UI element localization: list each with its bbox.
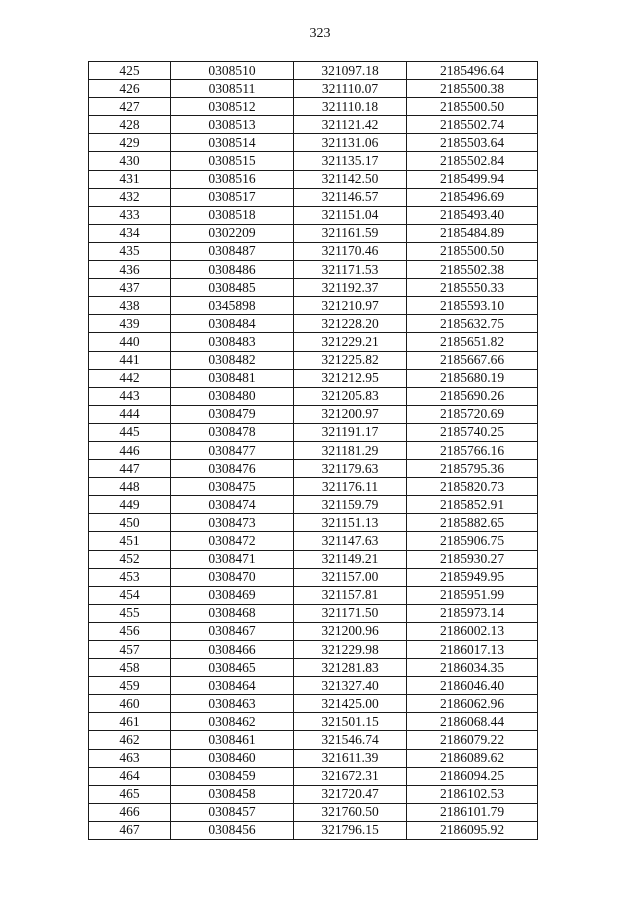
table-row [89,351,538,369]
row-number-cell: 452 [89,550,171,568]
row-number-cell: 458 [89,659,171,677]
y-coordinate-cell: 2185500.38 [407,80,538,98]
point-id-cell: 0308468 [171,604,294,622]
table-row [89,550,538,568]
x-coordinate-cell: 321171.50 [294,604,407,622]
row-number-cell: 454 [89,586,171,604]
row-number-cell: 460 [89,695,171,713]
x-coordinate-cell: 321159.79 [294,496,407,514]
point-id-cell: 0308466 [171,641,294,659]
point-id-cell: 0308510 [171,62,294,80]
row-number-cell: 439 [89,315,171,333]
y-coordinate-cell: 2185973.14 [407,604,538,622]
x-coordinate-cell: 321131.06 [294,134,407,152]
y-coordinate-cell: 2185951.99 [407,586,538,604]
x-coordinate-cell: 321672.31 [294,767,407,785]
x-coordinate-cell: 321121.42 [294,116,407,134]
x-coordinate-cell: 321210.97 [294,297,407,315]
table-row [89,206,538,224]
row-number-cell: 446 [89,441,171,459]
row-number-cell: 434 [89,224,171,242]
point-id-cell: 0308481 [171,369,294,387]
x-coordinate-cell: 321110.07 [294,80,407,98]
y-coordinate-cell: 2185820.73 [407,478,538,496]
y-coordinate-cell: 2185667.66 [407,351,538,369]
coordinates-table-wrapper [88,61,538,840]
table-row [89,568,538,586]
point-id-cell: 0308458 [171,785,294,803]
y-coordinate-cell: 2186079.22 [407,731,538,749]
table-row [89,460,538,478]
table-row [89,387,538,405]
point-id-cell: 0308456 [171,821,294,839]
table-row [89,749,538,767]
x-coordinate-cell: 321097.18 [294,62,407,80]
x-coordinate-cell: 321228.20 [294,315,407,333]
table-row [89,152,538,170]
row-number-cell: 463 [89,749,171,767]
table-row [89,423,538,441]
y-coordinate-cell: 2185496.69 [407,188,538,206]
y-coordinate-cell: 2185930.27 [407,550,538,568]
point-id-cell: 0308515 [171,152,294,170]
row-number-cell: 453 [89,568,171,586]
y-coordinate-cell: 2185882.65 [407,514,538,532]
y-coordinate-cell: 2186089.62 [407,749,538,767]
x-coordinate-cell: 321176.11 [294,478,407,496]
table-row [89,767,538,785]
y-coordinate-cell: 2186095.92 [407,821,538,839]
x-coordinate-cell: 321161.59 [294,224,407,242]
point-id-cell: 0308469 [171,586,294,604]
x-coordinate-cell: 321170.46 [294,242,407,260]
point-id-cell: 0308465 [171,659,294,677]
row-number-cell: 456 [89,622,171,640]
y-coordinate-cell: 2185499.94 [407,170,538,188]
y-coordinate-cell: 2185496.64 [407,62,538,80]
point-id-cell: 0308474 [171,496,294,514]
row-number-cell: 451 [89,532,171,550]
table-row [89,242,538,260]
point-id-cell: 0345898 [171,297,294,315]
x-coordinate-cell: 321720.47 [294,785,407,803]
row-number-cell: 443 [89,387,171,405]
row-number-cell: 465 [89,785,171,803]
y-coordinate-cell: 2185651.82 [407,333,538,351]
row-number-cell: 447 [89,460,171,478]
y-coordinate-cell: 2185484.89 [407,224,538,242]
row-number-cell: 425 [89,62,171,80]
x-coordinate-cell: 321110.18 [294,98,407,116]
point-id-cell: 0308476 [171,460,294,478]
row-number-cell: 428 [89,116,171,134]
table-row [89,496,538,514]
x-coordinate-cell: 321546.74 [294,731,407,749]
y-coordinate-cell: 2185500.50 [407,98,538,116]
row-number-cell: 432 [89,188,171,206]
x-coordinate-cell: 321200.96 [294,622,407,640]
point-id-cell: 0308475 [171,478,294,496]
point-id-cell: 0308461 [171,731,294,749]
table-row [89,170,538,188]
x-coordinate-cell: 321200.97 [294,405,407,423]
y-coordinate-cell: 2185632.75 [407,315,538,333]
point-id-cell: 0308479 [171,405,294,423]
row-number-cell: 430 [89,152,171,170]
table-row [89,297,538,315]
point-id-cell: 0308485 [171,279,294,297]
point-id-cell: 0308462 [171,713,294,731]
y-coordinate-cell: 2185680.19 [407,369,538,387]
row-number-cell: 433 [89,206,171,224]
y-coordinate-cell: 2185690.26 [407,387,538,405]
table-row [89,803,538,821]
table-row [89,586,538,604]
point-id-cell: 0308470 [171,568,294,586]
table-row [89,622,538,640]
point-id-cell: 0308484 [171,315,294,333]
point-id-cell: 0308457 [171,803,294,821]
y-coordinate-cell: 2185852.91 [407,496,538,514]
y-coordinate-cell: 2185720.69 [407,405,538,423]
x-coordinate-cell: 321611.39 [294,749,407,767]
y-coordinate-cell: 2186017.13 [407,641,538,659]
y-coordinate-cell: 2186094.25 [407,767,538,785]
row-number-cell: 455 [89,604,171,622]
point-id-cell: 0308480 [171,387,294,405]
row-number-cell: 462 [89,731,171,749]
row-number-cell: 436 [89,261,171,279]
point-id-cell: 0308517 [171,188,294,206]
table-row [89,604,538,622]
point-id-cell: 0308483 [171,333,294,351]
y-coordinate-cell: 2185949.95 [407,568,538,586]
x-coordinate-cell: 321501.15 [294,713,407,731]
table-row [89,315,538,333]
table-body [89,62,538,840]
row-number-cell: 442 [89,369,171,387]
row-number-cell: 431 [89,170,171,188]
x-coordinate-cell: 321425.00 [294,695,407,713]
point-id-cell: 0308518 [171,206,294,224]
x-coordinate-cell: 321796.15 [294,821,407,839]
row-number-cell: 437 [89,279,171,297]
row-number-cell: 449 [89,496,171,514]
coordinates-table [88,61,538,840]
row-number-cell: 445 [89,423,171,441]
row-number-cell: 440 [89,333,171,351]
row-number-cell: 457 [89,641,171,659]
x-coordinate-cell: 321135.17 [294,152,407,170]
table-row [89,677,538,695]
point-id-cell: 0308460 [171,749,294,767]
x-coordinate-cell: 321179.63 [294,460,407,478]
y-coordinate-cell: 2185502.74 [407,116,538,134]
table-row [89,695,538,713]
y-coordinate-cell: 2185503.64 [407,134,538,152]
y-coordinate-cell: 2186101.79 [407,803,538,821]
point-id-cell: 0308464 [171,677,294,695]
x-coordinate-cell: 321760.50 [294,803,407,821]
table-row [89,441,538,459]
x-coordinate-cell: 321281.83 [294,659,407,677]
point-id-cell: 0308478 [171,423,294,441]
y-coordinate-cell: 2186002.13 [407,622,538,640]
row-number-cell: 461 [89,713,171,731]
x-coordinate-cell: 321157.00 [294,568,407,586]
point-id-cell: 0308516 [171,170,294,188]
row-number-cell: 427 [89,98,171,116]
y-coordinate-cell: 2185502.38 [407,261,538,279]
x-coordinate-cell: 321229.98 [294,641,407,659]
x-coordinate-cell: 321151.13 [294,514,407,532]
y-coordinate-cell: 2186046.40 [407,677,538,695]
x-coordinate-cell: 321212.95 [294,369,407,387]
point-id-cell: 0308511 [171,80,294,98]
row-number-cell: 426 [89,80,171,98]
x-coordinate-cell: 321151.04 [294,206,407,224]
x-coordinate-cell: 321181.29 [294,441,407,459]
y-coordinate-cell: 2185740.25 [407,423,538,441]
y-coordinate-cell: 2186068.44 [407,713,538,731]
row-number-cell: 466 [89,803,171,821]
table-row [89,405,538,423]
y-coordinate-cell: 2185493.40 [407,206,538,224]
row-number-cell: 444 [89,405,171,423]
table-row [89,279,538,297]
point-id-cell: 0308487 [171,242,294,260]
row-number-cell: 459 [89,677,171,695]
point-id-cell: 0308473 [171,514,294,532]
x-coordinate-cell: 321225.82 [294,351,407,369]
table-row [89,80,538,98]
row-number-cell: 464 [89,767,171,785]
row-number-cell: 429 [89,134,171,152]
point-id-cell: 0308486 [171,261,294,279]
y-coordinate-cell: 2186062.96 [407,695,538,713]
table-row [89,514,538,532]
page-number: 323 [309,26,331,41]
table-row [89,224,538,242]
y-coordinate-cell: 2185906.75 [407,532,538,550]
table-row [89,821,538,839]
y-coordinate-cell: 2185502.84 [407,152,538,170]
table-row [89,713,538,731]
point-id-cell: 0308482 [171,351,294,369]
row-number-cell: 441 [89,351,171,369]
point-id-cell: 0308512 [171,98,294,116]
point-id-cell: 0308459 [171,767,294,785]
table-row [89,98,538,116]
x-coordinate-cell: 321191.17 [294,423,407,441]
x-coordinate-cell: 321146.57 [294,188,407,206]
row-number-cell: 450 [89,514,171,532]
point-id-cell: 0308463 [171,695,294,713]
y-coordinate-cell: 2185766.16 [407,441,538,459]
x-coordinate-cell: 321192.37 [294,279,407,297]
y-coordinate-cell: 2185593.10 [407,297,538,315]
x-coordinate-cell: 321142.50 [294,170,407,188]
table-row [89,188,538,206]
table-row [89,369,538,387]
x-coordinate-cell: 321147.63 [294,532,407,550]
table-row [89,478,538,496]
x-coordinate-cell: 321171.53 [294,261,407,279]
x-coordinate-cell: 321229.21 [294,333,407,351]
x-coordinate-cell: 321205.83 [294,387,407,405]
table-row [89,134,538,152]
row-number-cell: 438 [89,297,171,315]
y-coordinate-cell: 2185500.50 [407,242,538,260]
table-row [89,641,538,659]
point-id-cell: 0308514 [171,134,294,152]
table-row [89,116,538,134]
x-coordinate-cell: 321157.81 [294,586,407,604]
point-id-cell: 0308477 [171,441,294,459]
x-coordinate-cell: 321327.40 [294,677,407,695]
row-number-cell: 435 [89,242,171,260]
y-coordinate-cell: 2186102.53 [407,785,538,803]
table-row [89,785,538,803]
table-row [89,532,538,550]
table-row [89,659,538,677]
point-id-cell: 0308467 [171,622,294,640]
table-row [89,333,538,351]
y-coordinate-cell: 2185795.36 [407,460,538,478]
table-row [89,62,538,80]
table-row [89,731,538,749]
x-coordinate-cell: 321149.21 [294,550,407,568]
point-id-cell: 0308471 [171,550,294,568]
point-id-cell: 0302209 [171,224,294,242]
row-number-cell: 448 [89,478,171,496]
row-number-cell: 467 [89,821,171,839]
table-row [89,261,538,279]
y-coordinate-cell: 2185550.33 [407,279,538,297]
point-id-cell: 0308513 [171,116,294,134]
point-id-cell: 0308472 [171,532,294,550]
y-coordinate-cell: 2186034.35 [407,659,538,677]
